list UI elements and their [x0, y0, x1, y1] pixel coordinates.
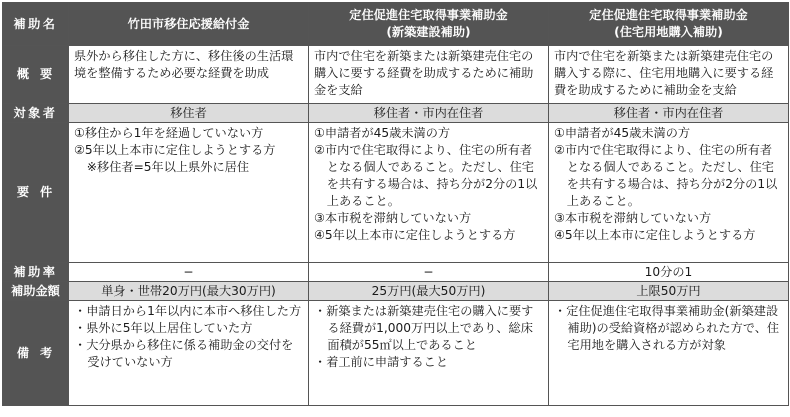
requirements-col3-list — [554, 125, 783, 244]
remarks-col1-list — [74, 303, 303, 371]
header-col2-subtitle: (新築建設補助) — [386, 25, 471, 39]
header-col2-title: 定住促進住宅取得事業補助金 — [349, 8, 508, 22]
overview-col3: 市内で住宅を新築または新築建売住宅の購入する際に、住宅用地購入に要する経費を助成するために補助金を支給 — [549, 46, 789, 104]
list-item: ②5年以上本市に定住しようとする方 — [74, 143, 276, 157]
list-item: ②市内で住宅取得により、住宅の所有者となる個人であること。ただし、住宅を共有する場合は、持ち分が2分の1以上あること。 — [554, 143, 778, 208]
remarks-label: 備考 — [3, 301, 69, 406]
target-col3: 移住者・市内在住者 — [549, 104, 789, 123]
remarks-col3 — [549, 301, 789, 406]
requirements-col1 — [69, 123, 309, 263]
requirements-col2-list — [314, 125, 543, 244]
header-col2 — [309, 3, 549, 46]
requirements-col1-note: ※移住者=5年以上県外に居住 — [86, 160, 250, 174]
list-item: ③本市税を滞納していない方 — [554, 211, 712, 225]
requirements-row — [3, 123, 789, 263]
remarks-col3-list — [554, 303, 783, 354]
list-item: ③本市税を滞納していない方 — [314, 211, 472, 225]
amount-col3: 上限50万円 — [549, 282, 789, 301]
list-item: ④5年以上本市に定住しようとする方 — [314, 228, 516, 242]
overview-col1: 県外から移住した方に、移住後の生活環境を整備するため必要な経費を助成 — [69, 46, 309, 104]
list-item: ②市内で住宅取得により、住宅の所有者となる個人であること。ただし、住宅を共有する場合は、持ち分が2分の1以上あること。 — [314, 143, 538, 208]
remarks-row — [3, 301, 789, 406]
amount-row — [3, 282, 789, 301]
remarks-col2 — [309, 301, 549, 406]
remarks-col1 — [69, 301, 309, 406]
amount-col1: 単身・世帯20万円(最大30万円) — [69, 282, 309, 301]
amount-col2: 25万円(最大50万円) — [309, 282, 549, 301]
remarks-col2-list — [314, 303, 543, 371]
list-item: ・ 新築または新築建売住宅の購入に要する経費が1,000万円以上であり、総床面積が55㎡以上であること — [314, 303, 543, 354]
target-col2: 移住者・市内在住者 — [309, 104, 549, 123]
amount-label: 補助金額 — [3, 282, 69, 301]
requirements-col3 — [549, 123, 789, 263]
header-col3 — [549, 3, 789, 46]
list-item: ・ 着工前に申請すること — [314, 354, 543, 371]
target-row — [3, 104, 789, 123]
list-item: ・ 定住促進住宅取得事業補助金(新築建設補助)の受給資格が認められた方で、住宅用地を購入される方が対象 — [554, 303, 783, 354]
list-item: ①移住から1年を経過していない方 — [74, 126, 264, 140]
requirements-label: 要件 — [3, 123, 69, 263]
header-row — [3, 3, 789, 46]
rate-col3: 10分の1 — [549, 263, 789, 282]
header-col1-title: 竹田市移住応援給付金 — [127, 16, 250, 31]
overview-row — [3, 46, 789, 104]
target-col1: 移住者 — [69, 104, 309, 123]
target-label: 対象者 — [3, 104, 69, 123]
subsidy-comparison-table — [2, 2, 789, 406]
list-item: ・ 県外に5年以上居住していた方 — [74, 320, 303, 337]
list-item: ・ 大分県から移住に係る補助金の交付を受けていない方 — [74, 337, 303, 371]
rate-row — [3, 263, 789, 282]
overview-label: 概要 — [3, 46, 69, 104]
requirements-col1-list — [74, 125, 303, 159]
requirements-col2 — [309, 123, 549, 263]
list-item: ①申請者が45歳未満の方 — [314, 126, 451, 140]
list-item: ④5年以上本市に定住しようとする方 — [554, 228, 756, 242]
list-item: ・ 申請日から1年以内に本市へ移住した方 — [74, 303, 303, 320]
rate-label: 補助率 — [3, 263, 69, 282]
overview-col2: 市内で住宅を新築または新築建売住宅の購入に要する経費を助成するために補助金を支給 — [309, 46, 549, 104]
rate-col2: − — [309, 263, 549, 282]
header-col3-title: 定住促進住宅取得事業補助金 — [589, 8, 748, 22]
header-col3-subtitle: (住宅用地購入補助) — [614, 25, 723, 39]
header-col1 — [69, 3, 309, 46]
list-item: ①申請者が45歳未満の方 — [554, 126, 691, 140]
header-corner: 補助名 — [3, 3, 69, 46]
rate-col1: − — [69, 263, 309, 282]
